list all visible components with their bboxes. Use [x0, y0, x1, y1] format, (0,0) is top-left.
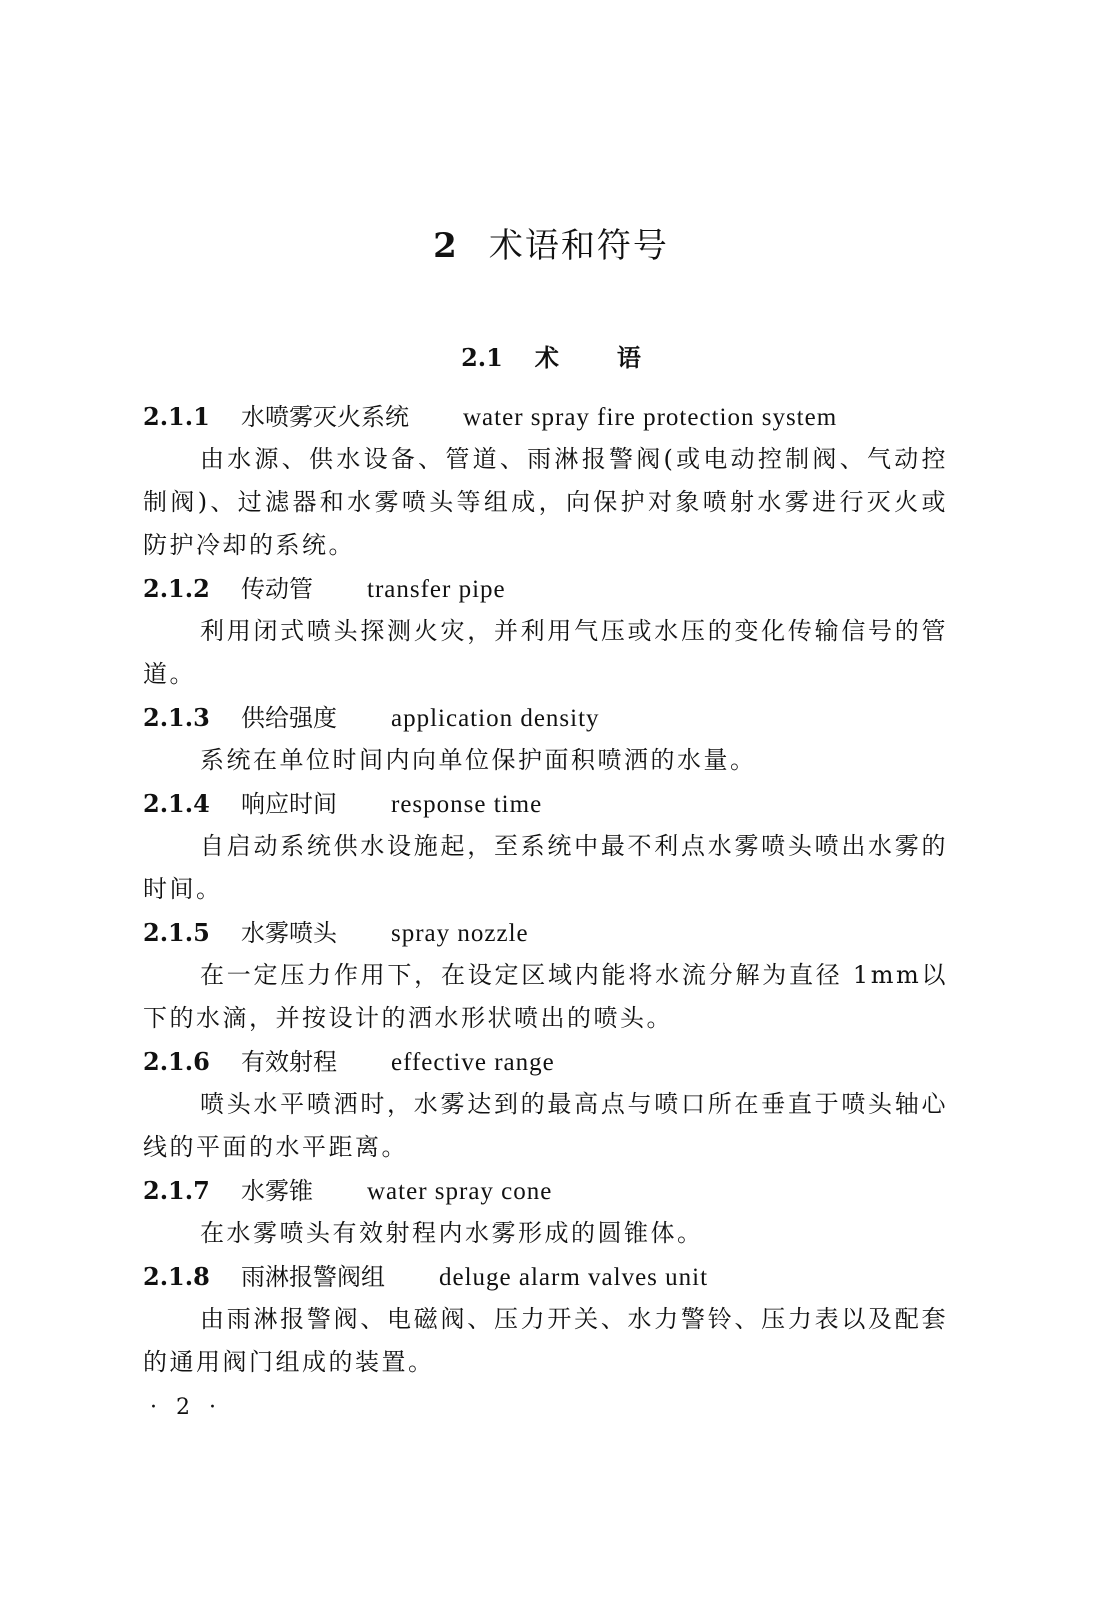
term-number: 2.1.8 — [143, 1262, 210, 1291]
term-chinese: 供给强度 — [241, 704, 337, 732]
term-chinese: 水雾喷头 — [241, 919, 337, 947]
term-english: deluge alarm valves unit — [439, 1264, 709, 1291]
term-chinese: 水喷雾灭火系统 — [241, 403, 409, 431]
term-english: water spray fire protection system — [463, 404, 838, 431]
term-entry — [143, 395, 948, 567]
section-title-char-1: 术 — [534, 343, 559, 372]
term-heading — [143, 782, 948, 825]
term-number: 2.1.5 — [143, 918, 210, 947]
page-number: · 2 · — [150, 1395, 222, 1420]
term-definition: 由雨淋报警阀、电磁阀、压力开关、水力警铃、压力表以及配套的通用阀门组成的装置。 — [143, 1305, 948, 1376]
term-english: application density — [391, 705, 600, 732]
term-number: 2.1.6 — [143, 1047, 210, 1076]
term-entry — [143, 1255, 948, 1384]
term-definition: 系统在单位时间内向单位保护面积喷洒的水量。 — [200, 746, 757, 774]
term-english: response time — [391, 791, 543, 818]
section-title-char-2: 语 — [616, 343, 641, 372]
term-heading — [143, 1169, 948, 1212]
term-entry — [143, 1169, 948, 1255]
term-chinese: 传动管 — [241, 575, 313, 603]
term-heading — [143, 911, 948, 954]
terms-list — [143, 395, 948, 1384]
chapter-number: 2 — [433, 226, 459, 266]
term-english: spray nozzle — [391, 920, 529, 947]
term-entry — [143, 782, 948, 911]
term-number: 2.1.2 — [143, 574, 210, 603]
term-chinese: 响应时间 — [241, 790, 337, 818]
term-definition: 在水雾喷头有效射程内水雾形成的圆锥体。 — [200, 1219, 704, 1247]
chapter-title — [0, 218, 1102, 267]
term-english: water spray cone — [367, 1178, 553, 1205]
section-number: 2.1 — [461, 343, 503, 372]
term-chinese: 有效射程 — [241, 1048, 337, 1076]
term-chinese: 雨淋报警阀组 — [241, 1263, 385, 1291]
term-entry — [143, 696, 948, 782]
term-definition: 自启动系统供水设施起，至系统中最不利点水雾喷头喷出水雾的时间。 — [143, 832, 948, 903]
term-english: effective range — [391, 1049, 555, 1076]
term-number: 2.1.7 — [143, 1176, 210, 1205]
term-entry — [143, 911, 948, 1040]
term-number: 2.1.4 — [143, 789, 210, 818]
term-english: transfer pipe — [367, 576, 506, 603]
term-entry — [143, 567, 948, 696]
term-heading — [143, 1040, 948, 1083]
term-number: 2.1.1 — [143, 402, 210, 431]
term-definition: 喷头水平喷洒时，水雾达到的最高点与喷口所在垂直于喷头轴心线的平面的水平距离。 — [143, 1090, 948, 1161]
term-definition: 利用闭式喷头探测火灾，并利用气压或水压的变化传输信号的管道。 — [143, 617, 948, 688]
term-entry — [143, 1040, 948, 1169]
section-title — [0, 338, 1102, 373]
term-heading — [143, 567, 948, 610]
term-heading — [143, 1255, 948, 1298]
term-heading — [143, 696, 948, 739]
term-definition: 在一定压力作用下，在设定区域内能将水流分解为直径 1mm以下的水滴，并按设计的洒水形状喷出的喷头。 — [143, 961, 948, 1032]
term-definition: 由水源、供水设备、管道、雨淋报警阀(或电动控制阀、气动控制阀)、过滤器和水雾喷头等组成，向保护对象喷射水雾进行灭火或防护冷却的系统。 — [143, 445, 948, 559]
term-number: 2.1.3 — [143, 703, 210, 732]
term-heading — [143, 395, 948, 438]
term-chinese: 水雾锥 — [241, 1177, 313, 1205]
chapter-title-text: 术语和符号 — [488, 226, 669, 266]
